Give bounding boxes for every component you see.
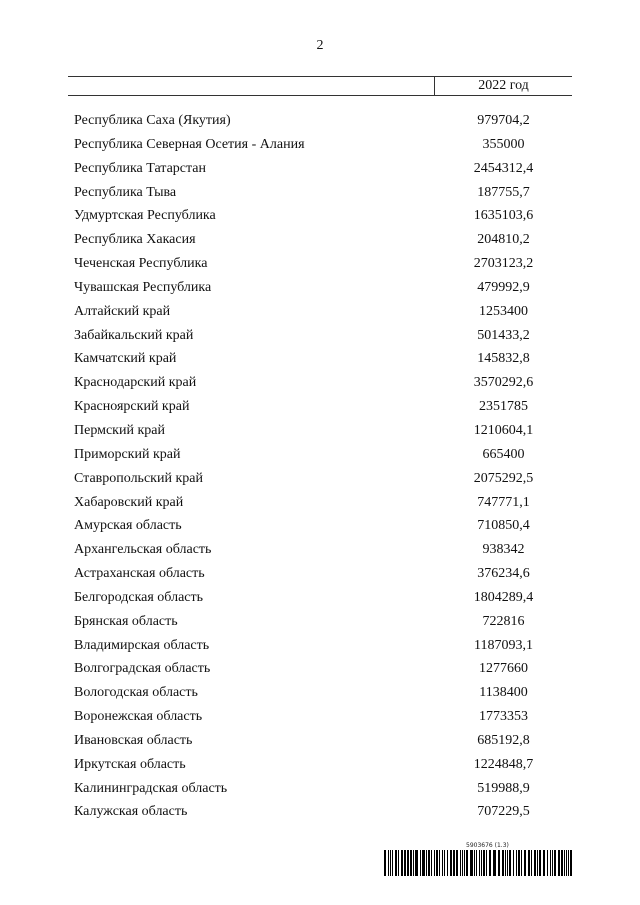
region-name: Белгородская область xyxy=(74,589,204,605)
table-row xyxy=(74,324,574,348)
table-row xyxy=(74,204,574,228)
table-row xyxy=(74,753,574,777)
region-name: Республика Татарстан xyxy=(74,160,207,176)
region-name: Брянская область xyxy=(74,613,178,629)
region-name: Калужская область xyxy=(74,804,188,820)
region-value: 1253400 xyxy=(479,303,528,319)
table-row xyxy=(74,729,574,753)
region-value: 3570292,6 xyxy=(473,375,534,391)
barcode xyxy=(384,842,574,878)
region-name: Чувашская Республика xyxy=(74,279,212,295)
region-name: Краснодарский край xyxy=(74,375,197,391)
region-name: Республика Тыва xyxy=(74,184,177,200)
region-name: Забайкальский край xyxy=(74,327,194,343)
table-row xyxy=(74,228,574,252)
region-name: Республика Саха (Якутия) xyxy=(74,113,231,128)
region-name: Красноярский край xyxy=(74,399,190,415)
region-name: Волгоградская область xyxy=(74,661,211,677)
table-row xyxy=(74,634,574,658)
table-row xyxy=(74,443,574,467)
table-row xyxy=(74,181,574,205)
region-value: 710850,4 xyxy=(477,518,530,534)
table-row xyxy=(74,347,574,371)
table-row xyxy=(74,157,574,181)
region-value: 722816 xyxy=(482,613,525,629)
page-number: 2 xyxy=(316,38,324,53)
region-value: 479992,9 xyxy=(477,279,530,295)
region-value: 204810,2 xyxy=(477,232,530,248)
region-name: Иркутская область xyxy=(74,756,186,772)
region-value: 707229,5 xyxy=(477,804,530,820)
table-row xyxy=(74,800,574,824)
table-row xyxy=(74,491,574,515)
region-value: 145832,8 xyxy=(477,351,530,367)
table-row xyxy=(74,657,574,681)
region-name: Алтайский край xyxy=(74,303,171,319)
region-value: 1773353 xyxy=(479,709,528,725)
region-value: 2351785 xyxy=(479,399,528,415)
table-row xyxy=(74,300,574,324)
region-name: Республика Северная Осетия - Алания xyxy=(74,136,305,152)
region-value: 665400 xyxy=(482,446,525,462)
barcode-bars xyxy=(384,850,574,876)
region-name: Владимирская область xyxy=(74,637,210,653)
region-name: Архангельская область xyxy=(74,542,212,558)
region-value: 1187093,1 xyxy=(474,637,533,653)
region-value: 979704,2 xyxy=(477,113,530,128)
region-value: 1804289,4 xyxy=(473,589,534,605)
table-row xyxy=(74,705,574,729)
region-value: 938342 xyxy=(482,542,525,558)
region-name: Камчатский край xyxy=(74,351,177,367)
table-row xyxy=(74,514,574,538)
region-value: 1210604,1 xyxy=(473,422,534,438)
table-header xyxy=(68,76,572,96)
region-value: 187755,7 xyxy=(477,184,530,200)
region-value: 1138400 xyxy=(479,685,528,701)
region-value: 2703123,2 xyxy=(473,256,534,272)
region-name: Пермский край xyxy=(74,422,165,438)
region-name: Удмуртская Республика xyxy=(74,208,216,224)
region-value: 747771,1 xyxy=(477,494,530,510)
table-row xyxy=(74,419,574,443)
region-name: Чеченская Республика xyxy=(74,256,208,272)
year-column-header: 2022 год xyxy=(478,78,529,93)
region-name: Ставропольский край xyxy=(74,470,203,486)
table-row xyxy=(74,610,574,634)
table-row xyxy=(74,276,574,300)
table-row xyxy=(74,777,574,801)
barcode-caption: 5903676 (1.3) xyxy=(466,842,509,849)
table-row xyxy=(74,371,574,395)
region-value: 1277660 xyxy=(479,661,528,677)
region-value: 1224848,7 xyxy=(473,756,534,772)
table-row xyxy=(74,562,574,586)
region-name: Астраханская область xyxy=(74,566,205,582)
table-row xyxy=(74,109,574,133)
data-table-body xyxy=(74,109,574,824)
region-name: Ивановская область xyxy=(74,732,193,748)
region-name: Вологодская область xyxy=(74,685,198,701)
table-row xyxy=(74,395,574,419)
table-row xyxy=(74,252,574,276)
region-value: 2454312,4 xyxy=(473,160,534,176)
region-name: Республика Хакасия xyxy=(74,232,196,248)
region-value: 1635103,6 xyxy=(473,208,534,224)
table-row xyxy=(74,538,574,562)
region-name: Приморский край xyxy=(74,446,181,462)
table-row xyxy=(74,586,574,610)
table-row xyxy=(74,467,574,491)
region-value: 2075292,5 xyxy=(473,470,534,486)
region-value: 685192,8 xyxy=(477,732,530,748)
region-value: 519988,9 xyxy=(477,780,530,796)
region-name: Воронежская область xyxy=(74,709,203,725)
region-value: 355000 xyxy=(482,136,525,152)
region-value: 501433,2 xyxy=(477,327,530,343)
table-row xyxy=(74,133,574,157)
region-value: 376234,6 xyxy=(477,566,530,582)
table-row xyxy=(74,681,574,705)
region-name: Амурская область xyxy=(74,518,182,534)
region-name: Калининградская область xyxy=(74,780,228,796)
region-name: Хабаровский край xyxy=(74,494,184,510)
